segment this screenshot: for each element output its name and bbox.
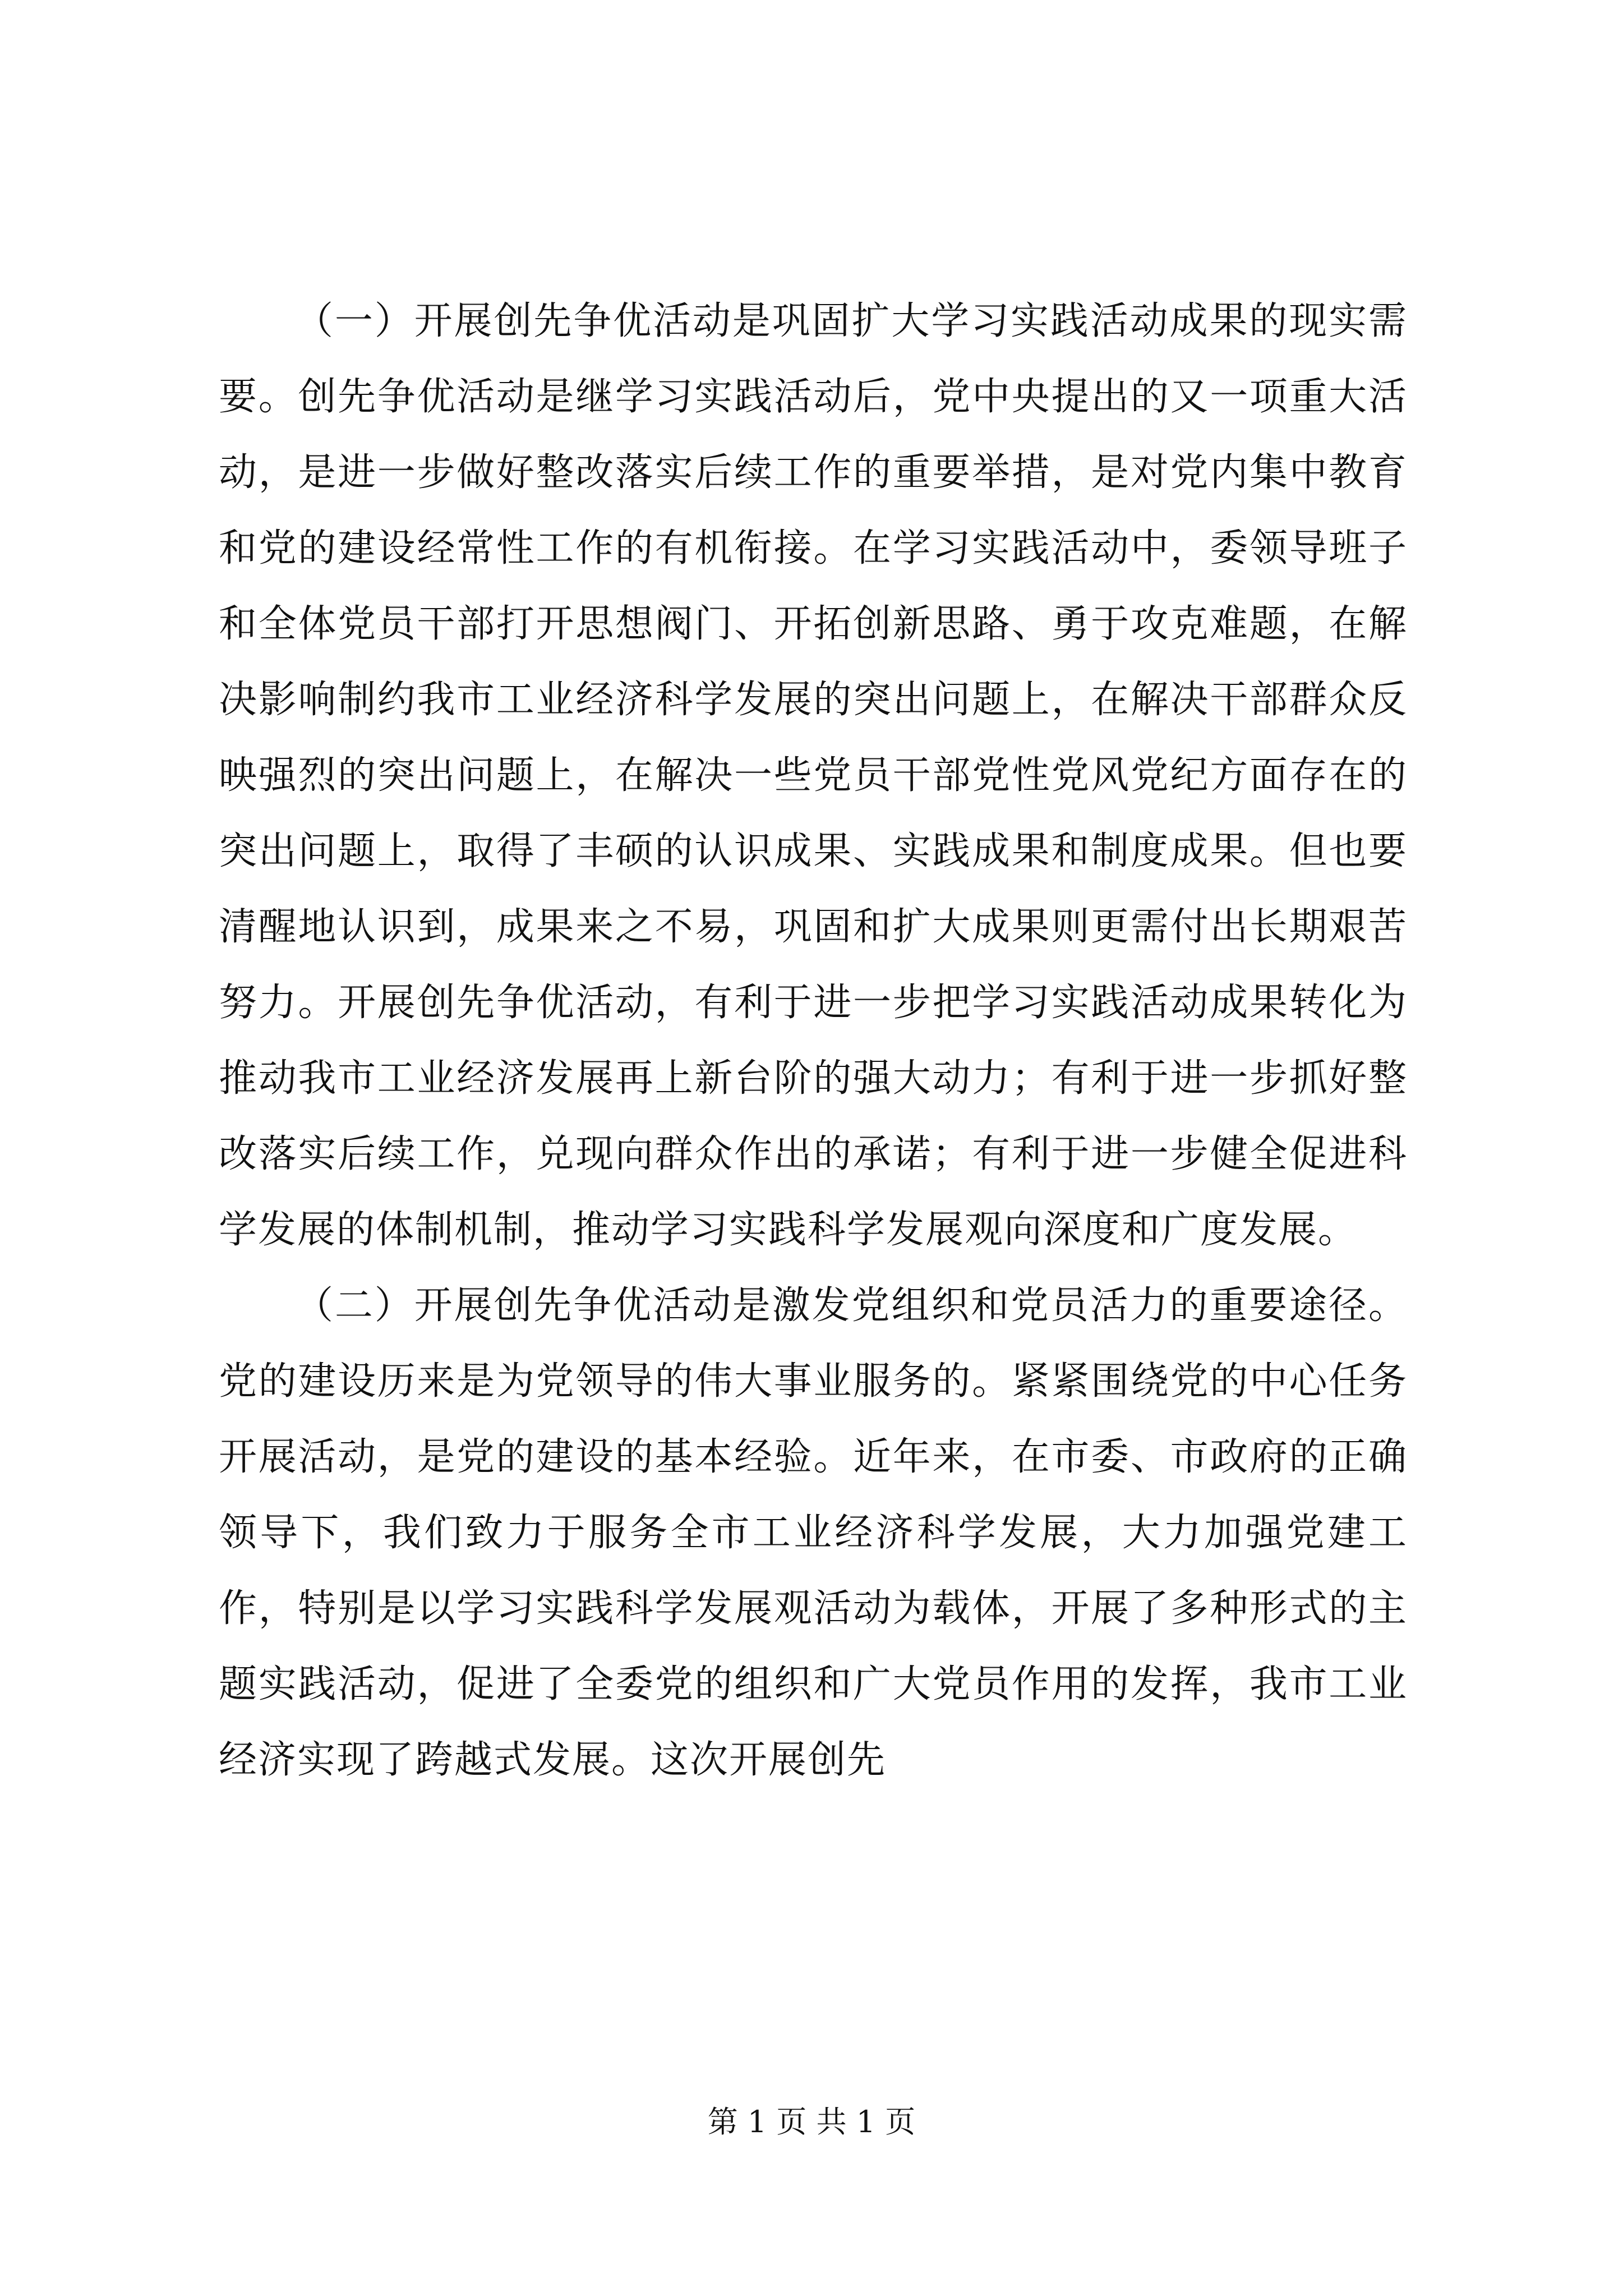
page-footer: 第 1 页 共 1 页 [707,2104,916,2139]
paragraph-1: （一）开展创先争优活动是巩固扩大学习实践活动成果的现实需要。创先争优活动是继学习实践活动后，党中央提出的又一项重大活动，是进一步做好整改落实后续工作的重要举措，是对党内集中教育和党的建设经常性工作的有机衔接。在学习实践活动中，委领导班子和全体党员干部打开思想阀门、开拓创新思路、勇于攻克难题，在解决影响制约我市工业经济科学发展的突出问题上，在解决干部群众反映强烈的突出问题上，在解决一些党员干部党性党风党纪方面存在的突出问题上，取得了丰硕的认识成果、实践成果和制度成果。但也要清醒地认识到，成果来之不易，巩固和扩大成果则更需付出长期艰苦努力。开展创先争优活动，有利于进一步把学习实践活动成果转化为推动我市工业经济发展再上新台阶的强大动力；有利于进一步抓好整改落实后续工作，兑现向群众作出的承诺；有利于进一步健全促进科学发展的体制机制，推动学习实践科学发展观向深度和广度发展。 [219,299,1408,1252]
paragraph-2: （二）开展创先争优活动是激发党组织和党员活力的重要途径。党的建设历来是为党领导的伟大事业服务的。紧紧围绕党的中心任务开展活动，是党的建设的基本经验。近年来，在市委、市政府的正确领导下，我们致力于服务全市工业经济科学发展，大力加强党建工作，特别是以学习实践科学发展观活动为载体，开展了多种形式的主题实践活动，促进了全委党的组织和广大党员作用的发挥，我市工业经济实现了跨越式发展。这次开展创先 [219,1283,1408,1782]
document-body [219,283,1408,1798]
